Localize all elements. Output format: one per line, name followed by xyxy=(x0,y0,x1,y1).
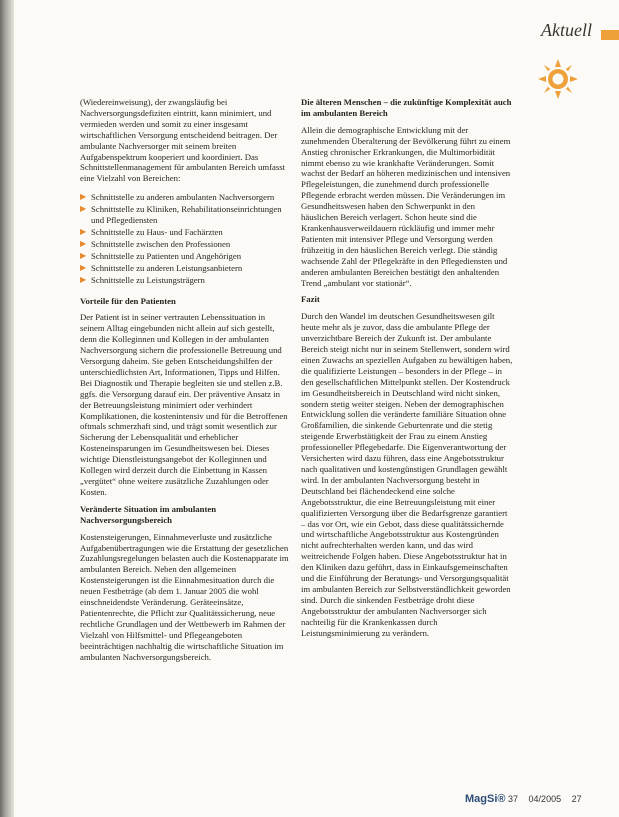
arrow-bullet-icon: ▶ xyxy=(80,204,87,214)
list-item: ▶ Schnittstelle zu anderen Leistungsanbietern xyxy=(80,262,243,273)
subheading-changed-situation: Veränderte Situation im ambulanten Nachversorgungsbereich xyxy=(80,503,217,525)
arrow-bullet-icon: ▶ xyxy=(80,250,87,260)
list-item: ▶ Schnittstelle zwischen den Professionen xyxy=(80,238,231,249)
subheading-patient-benefits: Vorteile für den Patienten xyxy=(80,295,176,306)
elderly-paragraph: Allein die demographische Entwicklung mit der zunehmenden Überalterung der Bevölkerung führt zu einem Anstieg chronischer Erkrankungen, die Multimorbidität nimmt ebenso zu wie krankhafte Veränderungen. Somit wachst der Bedarf an höheren medizinischen und intensiven Pflegeleistungen, die zunehmend durch professionelle Pflegende erbracht werden müssen. Die Veränderungen im Gesundheitswesen haben den Schwerpunkt in den häuslichen Bereich verlagert. Schon heute sind die Krankenhausverweildauern rückläufig und immer mehr Patienten mit intensiver Pflege und Versorgung werden frühzeitig in den häuslichen Bereich verlegt. Die ständig wachsende Zahl der Pflegekräfte in den Pflegediensten und anderen ambulanten Bereichen bestätigt den anhaltenden Trend „ambulant vor stationär“. xyxy=(301,124,511,288)
page-footer xyxy=(465,793,582,805)
list-item: ▶ Schnittstelle zu Patienten und Angehörigen xyxy=(80,250,242,261)
list-item: ▶ Schnittstelle zu Leistungsträgern xyxy=(80,274,205,285)
section-label: Aktuell xyxy=(541,20,592,40)
section-tab-marker xyxy=(601,30,619,40)
conclusion-paragraph: Durch den Wandel im deutschen Gesundheitswesen gilt heute mehr als je zuvor, dass die ambulante Pflege der unverzichtbare Bereich der Zukunft ist. Der ambulante Bereich steigt nicht nur in seinem Stellenwert, sondern wird einen Zuwachs an speziellen Aufgaben zu bewältigen haben, die qualifizierte Leistungen – besonders in der Pflege – in den gesellschaftlichen Mittelpunkt stellen. Der Kostendruck im Gesundheitsbereich in Deutschland wird nicht sinken, sondern stetig weiter steigen. Neben der demographischen Entwicklung sollen die veränderte familiäre Situation ohne Großfamilien, die sinkende Geburtenrate und die stetig steigende Erwerbstätigkeit der Frau zu einem Anstieg professioneller Pflegebedarfe. Die Eigenverantwortung der Versicherten wird dazu führen, dass eine Angebotsstruktur nach qualitativen und kostengünstigen Grundlagen gewählt wird. In der ambulanten Nachversorgung besteht in Deutschland bei flächendeckend eine solche Angebotsstruktur, die eine Betreuungsleistung mit einer qualifizierten Versorgung über die Bedarfsgrenze garantiert – das vor Ort, wie ein Gebot, dass diese qualitätssichernde und wirtschaftliche Angebotsstruktur aus Kostengründen nicht aufrechterhalten werden kann, und das wird weitreichende Folgen haben. Diese Angebotsstruktur hat in den Kliniken dazu geführt, dass in Einkaufsgemeinschaften und die Einführung der Beratungs- und Versorgungsqualität im ambulanten Bereich zur Selbstverständlichkeit geworden sind. Durch die sinkenden Festbeträge droht diese Angebotsstruktur der ambulanten Nachversorger sich nachteilig für die Krankenkassen durch Leistungsminimierung zu verändern. xyxy=(301,311,513,638)
article-right-column xyxy=(301,97,513,645)
issue-date: 04/2005 xyxy=(528,794,562,804)
interface-bullet-list xyxy=(80,192,290,285)
list-item: ▶ Schnittstelle zu Kliniken, Rehabilitationseinrichtungen und Pflegediensten xyxy=(80,204,282,226)
arrow-bullet-icon: ▶ xyxy=(80,274,87,284)
page-spine-shadow xyxy=(0,0,14,817)
sun-icon xyxy=(537,58,579,100)
arrow-bullet-icon: ▶ xyxy=(80,238,87,248)
arrow-bullet-icon: ▶ xyxy=(80,262,87,272)
subheading-elderly: Die älteren Menschen – die zukünftige Komplexität auch im ambulanten Bereich xyxy=(301,97,512,118)
changed-situation-paragraph: Kostensteigerungen, Einnahmeverluste und zusätzliche Aufgabenübertragungen wie die Erstattung der gesetzlichen Zuzahlungsregelungen belasten auch die Kostenapparate im ambulanten Bereich. Neben den allgemeinen Kostensteigerungen ist die Einnahmesituation durch die neuen Festbeträge (ab dem 1. Januar 2005 die wohl einschneidendste Veränderung. Geräteeinsätze, Patientenrechte, die Pflicht zur Qualitätssicherung, neue rechtliche Grundlagen und der Wettbewerb im Rahmen der Vielzahl von Hilfsmittel- und Pflegeangeboten beeinträchtigen nachhaltig die wirtschaftliche Situation im ambulanten Nachversorgungsbereich. xyxy=(80,531,289,662)
arrow-bullet-icon: ▶ xyxy=(80,226,87,236)
article-left-column xyxy=(80,97,290,669)
magazine-brand: MagSi® xyxy=(465,793,506,805)
page-number: 27 xyxy=(571,794,582,804)
arrow-bullet-icon: ▶ xyxy=(80,192,87,202)
list-item: ▶ Schnittstelle zu anderen ambulanten Nachversorgern xyxy=(80,192,275,203)
patient-benefits-paragraph: Der Patient ist in seiner vertrauten Lebenssituation in seinem Alltag eingebunden nicht allein auf sich gestellt, denn die Kolleginnen und Kollegen in der ambulanten Nachversorgung sichern die professionelle Betreuung und Versorgung daheim. Sie geben Entscheidungshilfen der unterschiedlichsten Art, Informationen, Tipps und Hilfen. Bei Diagnostik und Therapie begleiten sie und stellen z.B. ggfs. die Versorgung darauf ein. Der präventive Ansatz in der Betreuungsleistung minimiert oder verhindert Komplikationen, die kostenintensiv und für die Betroffenen oftmals schmerzhaft sind, und trägt somit wesentlich zur Sicherung der Lebensqualität und erheblicher Kosteneinsparungen im Gesundheitswesen bei. Dieses wichtige Dienstleistungsangebot der Kolleginnen und Kollegen wird derzeit durch die Einbettung in Kassen „vergütet“ ohne weitere zusätzliche Zuzahlungen oder Kosten. xyxy=(80,312,288,497)
subheading-conclusion: Fazit xyxy=(301,294,320,305)
intro-paragraph: (Wiedereinweisung), der zwangsläufig bei Nachversorgungsdefiziten eintritt, kann minimiert, und vermieden werden und somit zu einer insgesamt wirtschaftlichen Versorgung entscheidend beitragen. Der ambulante Nachversorger mit seinem breiten Aufgabenspektrum kooperiert und koordiniert. Das Schnittstellenmanagement für ambulanten Bereich umfasst eine Vielzahl von Bereichen: xyxy=(80,97,286,184)
list-item: ▶ Schnittstelle zu Haus- und Fachärzten xyxy=(80,226,223,237)
issue-number: 37 xyxy=(508,794,519,804)
